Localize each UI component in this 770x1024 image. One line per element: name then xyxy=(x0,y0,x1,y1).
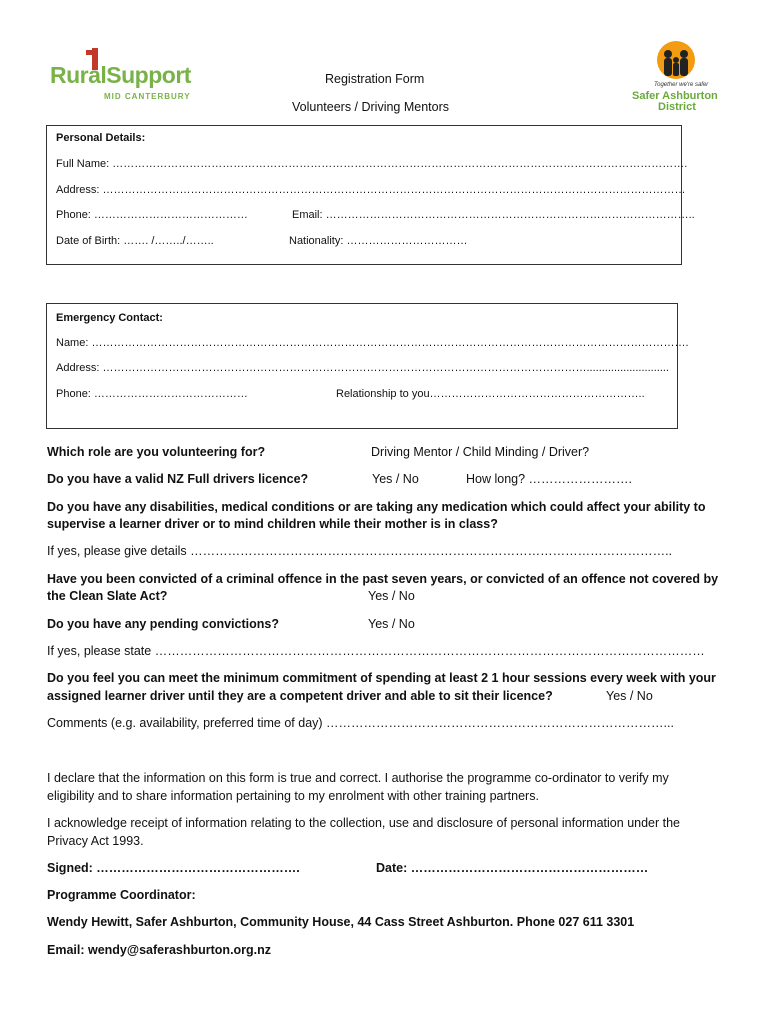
safer-ashburton-name: Safer Ashburton xyxy=(632,90,718,102)
role-question: Which role are you volunteering for? xyxy=(47,445,266,459)
personal-details-box xyxy=(46,125,695,265)
date-field[interactable]: Date: ………………………………………………… xyxy=(376,861,649,875)
safer-ashburton-logo xyxy=(628,40,730,114)
emergency-contact-box xyxy=(46,303,689,429)
emergency-phone-field[interactable]: Phone: …………………………………… xyxy=(56,388,248,400)
medical-details-field[interactable]: If yes, please give details …………………………………………………………………………………………………….. xyxy=(47,544,673,558)
coordinator-details: Wendy Hewitt, Safer Ashburton, Community House, 44 Cass Street Ashburton. Phone 027 611 3301 xyxy=(47,915,635,929)
commitment-question-line1: Do you feel you can meet the minimum commitment of spending at least 2 1 hour sessions every week with your xyxy=(47,671,716,685)
medical-question-line2: supervise a learner driver or to mind children while their mother is in class? xyxy=(47,517,498,531)
nationality-field[interactable]: Nationality: …………………………… xyxy=(289,235,468,247)
safer-ashburton-tagline: Together we're safer xyxy=(654,82,709,88)
rural-support-subtitle: MID CANTERBURY xyxy=(104,92,191,101)
conviction-answer[interactable]: Yes / No xyxy=(368,589,415,603)
full-name-field[interactable]: Full Name: …………………………………………………………………………………………………………………………………………. xyxy=(56,158,688,170)
personal-details-heading: Personal Details: xyxy=(56,132,146,144)
licence-question: Do you have a valid NZ Full drivers licence? xyxy=(47,472,309,486)
safer-ashburton-district: District xyxy=(658,101,696,113)
address-field[interactable]: Address: …………………………………………………………………………………………………………………………………………… xyxy=(56,184,686,196)
emergency-name-field[interactable]: Name: ………………………………………………………………………………………………………………………………………………. xyxy=(56,337,689,349)
pending-answer[interactable]: Yes / No xyxy=(368,617,415,631)
phone-field[interactable]: Phone: …………………………………… xyxy=(56,209,248,221)
commitment-question-line2: assigned learner driver until they are a competent driver and able to sit their licence? xyxy=(47,689,553,703)
relationship-field[interactable]: Relationship to you………………………………………………….. xyxy=(336,388,645,400)
medical-question-line1: Do you have any disabilities, medical conditions or are taking any medication which could affect your ability to xyxy=(47,500,706,514)
pending-details-field[interactable]: If yes, please state …………………………………………………………………………………………………………………… xyxy=(47,644,705,658)
commitment-answer[interactable]: Yes / No xyxy=(606,689,653,703)
privacy-line2: Privacy Act 1993. xyxy=(47,834,144,848)
emergency-contact-heading: Emergency Contact: xyxy=(56,312,163,324)
coordinator-email[interactable]: Email: wendy@saferashburton.org.nz xyxy=(47,943,272,957)
pending-question: Do you have any pending convictions? xyxy=(47,617,279,631)
role-answer[interactable]: Driving Mentor / Child Minding / Driver? xyxy=(371,445,590,459)
emergency-address-field[interactable]: Address: ……………………………………………………………………………………………………………………........................... xyxy=(56,362,669,374)
privacy-line1: I acknowledge receipt of information relating to the collection, use and disclosure of personal information under the xyxy=(47,816,681,830)
licence-answer[interactable]: Yes / No xyxy=(372,472,419,486)
licence-how-long-field[interactable]: How long? ……………………. xyxy=(466,472,633,486)
conviction-question-line2: the Clean Slate Act? xyxy=(47,589,168,603)
email-field[interactable]: Email: ……………………………………………………………………………………….. xyxy=(292,209,695,221)
comments-field[interactable]: Comments (e.g. availability, preferred time of day) ………………………………………………………………………... xyxy=(47,716,674,730)
signed-field[interactable]: Signed: …………………………………………. xyxy=(47,861,300,875)
form-title: Registration Form xyxy=(325,72,425,86)
form-subtitle: Volunteers / Driving Mentors xyxy=(292,100,450,114)
rural-support-logo xyxy=(48,44,198,104)
date-of-birth-field[interactable]: Date of Birth: ……. /……../…….. xyxy=(56,235,214,247)
declaration-line2: eligibility and to share information pertaining to my enrolment with other training partners. xyxy=(47,789,539,803)
coordinator-heading: Programme Coordinator: xyxy=(47,888,196,902)
declaration-line1: I declare that the information on this form is true and correct. I authorise the programme co-ordinator to verify my xyxy=(47,771,669,785)
rural-support-name: RuralSupport xyxy=(50,62,191,88)
conviction-question-line1: Have you been convicted of a criminal offence in the past seven years, or convicted of an offence not covered by xyxy=(47,572,719,586)
